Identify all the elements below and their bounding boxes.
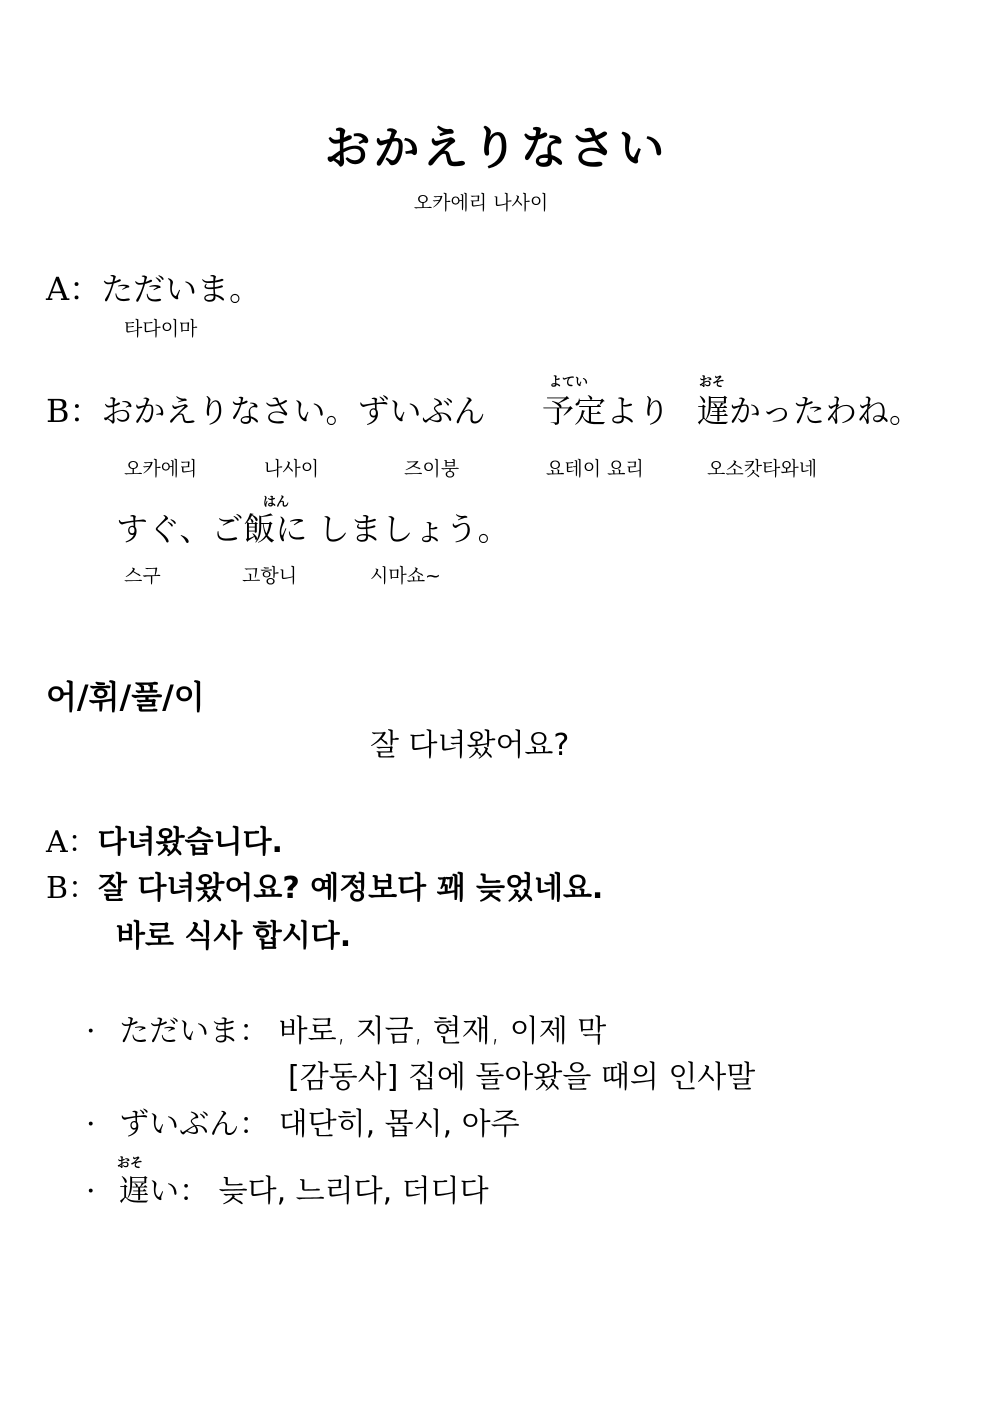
ruby-oso-note: おそ [117, 1156, 144, 1171]
note-bullet: · [86, 1174, 96, 1209]
dialogue-a-line [46, 264, 261, 310]
dialogue-b-seg1: おかえりなさい。ずいぶん [101, 392, 486, 430]
translation-b-speaker: B： [46, 871, 99, 906]
ruby-han: はん [263, 495, 290, 510]
note-1-definition: 바로, 지금, 현재, 이제 막 [278, 1014, 607, 1049]
dialogue-b-seg3: かったわね。 [729, 392, 922, 430]
vocab-greeting: 잘 다녀왔어요? [370, 728, 570, 763]
dialogue-a-text: ただいま。 [101, 270, 262, 308]
translation-b-line [46, 863, 603, 907]
dialogue-b-kanji-oso: 遅 [697, 392, 730, 430]
dialogue-b-line2 [116, 504, 510, 550]
speaker-b-label: B： [46, 392, 102, 430]
note-1-definition-2: [감동사] 집에 돌아왔을 때의 인사말 [288, 1060, 756, 1095]
dialogue-b-kanji-han: 飯 [243, 510, 276, 548]
dialogue-b-seg2: より [606, 392, 671, 430]
dialogue-b-line2-seg2: に しましょう。 [275, 510, 510, 548]
note-3 [86, 1166, 489, 1210]
translation-a-line [46, 817, 283, 861]
dialogue-a-reading: 타다이마 [124, 318, 198, 340]
reading-okaeri: 오카에리 [124, 458, 198, 480]
note-1-word: ただいま： [119, 1014, 270, 1049]
translation-b-line2: 바로 식사 합시다. [116, 919, 352, 954]
page-title: おかえりなさい [324, 121, 668, 175]
reading-yotei-yori: 요테이 요리 [546, 458, 644, 480]
note-bullet: · [86, 1107, 96, 1142]
ruby-yotei: よてい [549, 375, 589, 390]
speaker-a-label: A： [46, 270, 102, 308]
dialogue-b-line2-seg1: すぐ、ご [116, 510, 244, 548]
dialogue-b-kanji-yotei: 予定 [542, 392, 607, 430]
vocab-heading: 어/휘/풀/이 [46, 678, 205, 716]
note-2-definition: 대단히, 몹시, 아주 [278, 1107, 520, 1142]
note-2-word: ずいぶん： [119, 1107, 270, 1142]
note-1 [86, 1006, 606, 1050]
reading-gohanni: 고항니 [242, 565, 298, 587]
reading-osokatta: 오소캇타와네 [707, 458, 818, 480]
note-3-definition: 늦다, 느리다, 더디다 [218, 1174, 489, 1209]
translation-a-speaker: A： [46, 825, 98, 860]
dialogue-b-part2 [542, 386, 670, 432]
reading-shimashou: 시마쇼~ [370, 565, 441, 587]
dialogue-b-part3 [697, 386, 921, 432]
translation-b-text: 잘 다녀왔어요? 예정보다 꽤 늦었네요. [98, 871, 604, 906]
reading-sugu: 스구 [124, 565, 161, 587]
note-3-kanji: 遅 [119, 1174, 150, 1209]
note-3-kana: い： [149, 1174, 210, 1209]
note-2 [86, 1099, 520, 1143]
dialogue-b-line [46, 386, 486, 432]
reading-nasai: 나사이 [264, 458, 320, 480]
translation-a-text: 다녀왔습니다. [97, 825, 283, 860]
page-subtitle: 오카에리 나사이 [413, 192, 549, 214]
reading-zuibun: 즈이붕 [404, 458, 460, 480]
note-bullet: · [86, 1014, 96, 1049]
ruby-oso: おそ [699, 375, 726, 390]
